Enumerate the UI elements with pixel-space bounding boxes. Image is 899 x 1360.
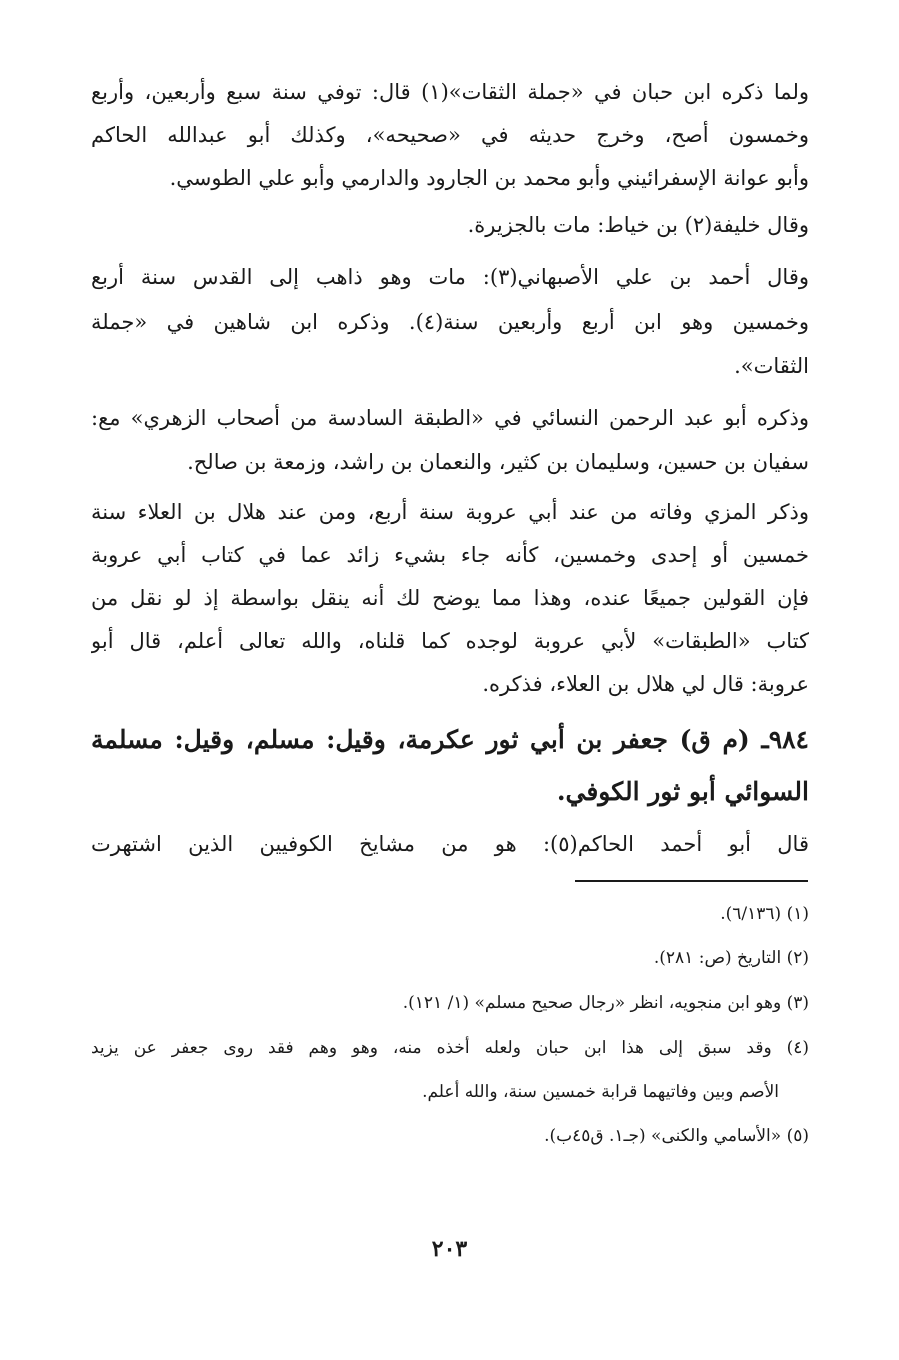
body-line: وخمسون أصح، وخرج حديثه في «صحيحه»، وكذلك أبو عبدالله الحاكم [91,123,809,147]
body-line: عروبة: قال لي هلال بن العلاء، فذكره. [482,672,809,696]
footnote: الأصم وبين وفاتيهما قرابة خمسين سنة، والله أعلم. [422,1082,779,1102]
body-line: فإن القولين جميعًا عنده، وهذا مما يوضح لك أنه ينقل بواسطة إذ لو نقل من [91,586,809,610]
entry-heading: السوائي أبو ثور الكوفي. [556,777,809,806]
body-line: وذكره أبو عبد الرحمن النسائي في «الطبقة السادسة من أصحاب الزهري» مع: [91,406,809,430]
body-line: وقال خليفة(٢) بن خياط: مات بالجزيرة. [467,213,809,237]
body-line: سفيان بن حسين، وسليمان بن كثير، والنعمان بن راشد، وزمعة بن صالح. [187,450,809,474]
entry-heading: ٩٨٤ـ (م ق) جعفر بن أبي ثور عكرمة، وقيل: مسلم، وقيل: مسلمة [91,725,809,754]
footnote: (٥) «الأسامي والكنى» (جـ١. ق٤٥ب). [544,1126,809,1146]
footnote: (١) (٦/١٣٦). [720,904,809,924]
page-number: ٢٠٣ [431,1236,468,1262]
footnote-separator [575,880,808,882]
footnote: (٢) التاريخ (ص: ٢٨١). [653,948,809,968]
body-line: قال أبو أحمد الحاكم(٥): هو من مشايخ الكوفيين الذين اشتهرت [91,832,809,856]
body-line: خمسين أو إحدى وخمسين، كأنه جاء بشيء زائد عما في كتاب أبي عروبة [91,543,809,567]
body-line: وذكر المزي وفاته من عند أبي عروبة سنة أربع، ومن عند هلال بن العلاء سنة [91,500,809,524]
body-line: وقال أحمد بن علي الأصبهاني(٣): مات وهو ذاهب إلى القدس سنة أربع [91,265,809,289]
body-line: وأبو عوانة الإسفرائيني وأبو محمد بن الجارود والدارمي وأبو علي الطوسي. [169,166,809,190]
body-line: ولما ذكره ابن حبان في «جملة الثقات»(١) قال: توفي سنة سبع وأربعين، وأربع [91,80,809,104]
footnote: (٣) وهو ابن منجويه، انظر «رجال صحيح مسلم» (١/ ١٢١). [402,993,809,1013]
footnote: (٤) وقد سبق إلى هذا ابن حبان ولعله أخذه منه، وهو وهم فقد روى جعفر عن يزيد [91,1038,809,1058]
body-line: كتاب «الطبقات» لأبي عروبة لوجده كما قلناه، والله تعالى أعلم، قال أبو [91,629,809,653]
body-line: وخمسين وهو ابن أربع وأربعين سنة(٤). وذكره ابن شاهين في «جملة [91,310,809,334]
body-line: الثقات». [734,354,809,378]
